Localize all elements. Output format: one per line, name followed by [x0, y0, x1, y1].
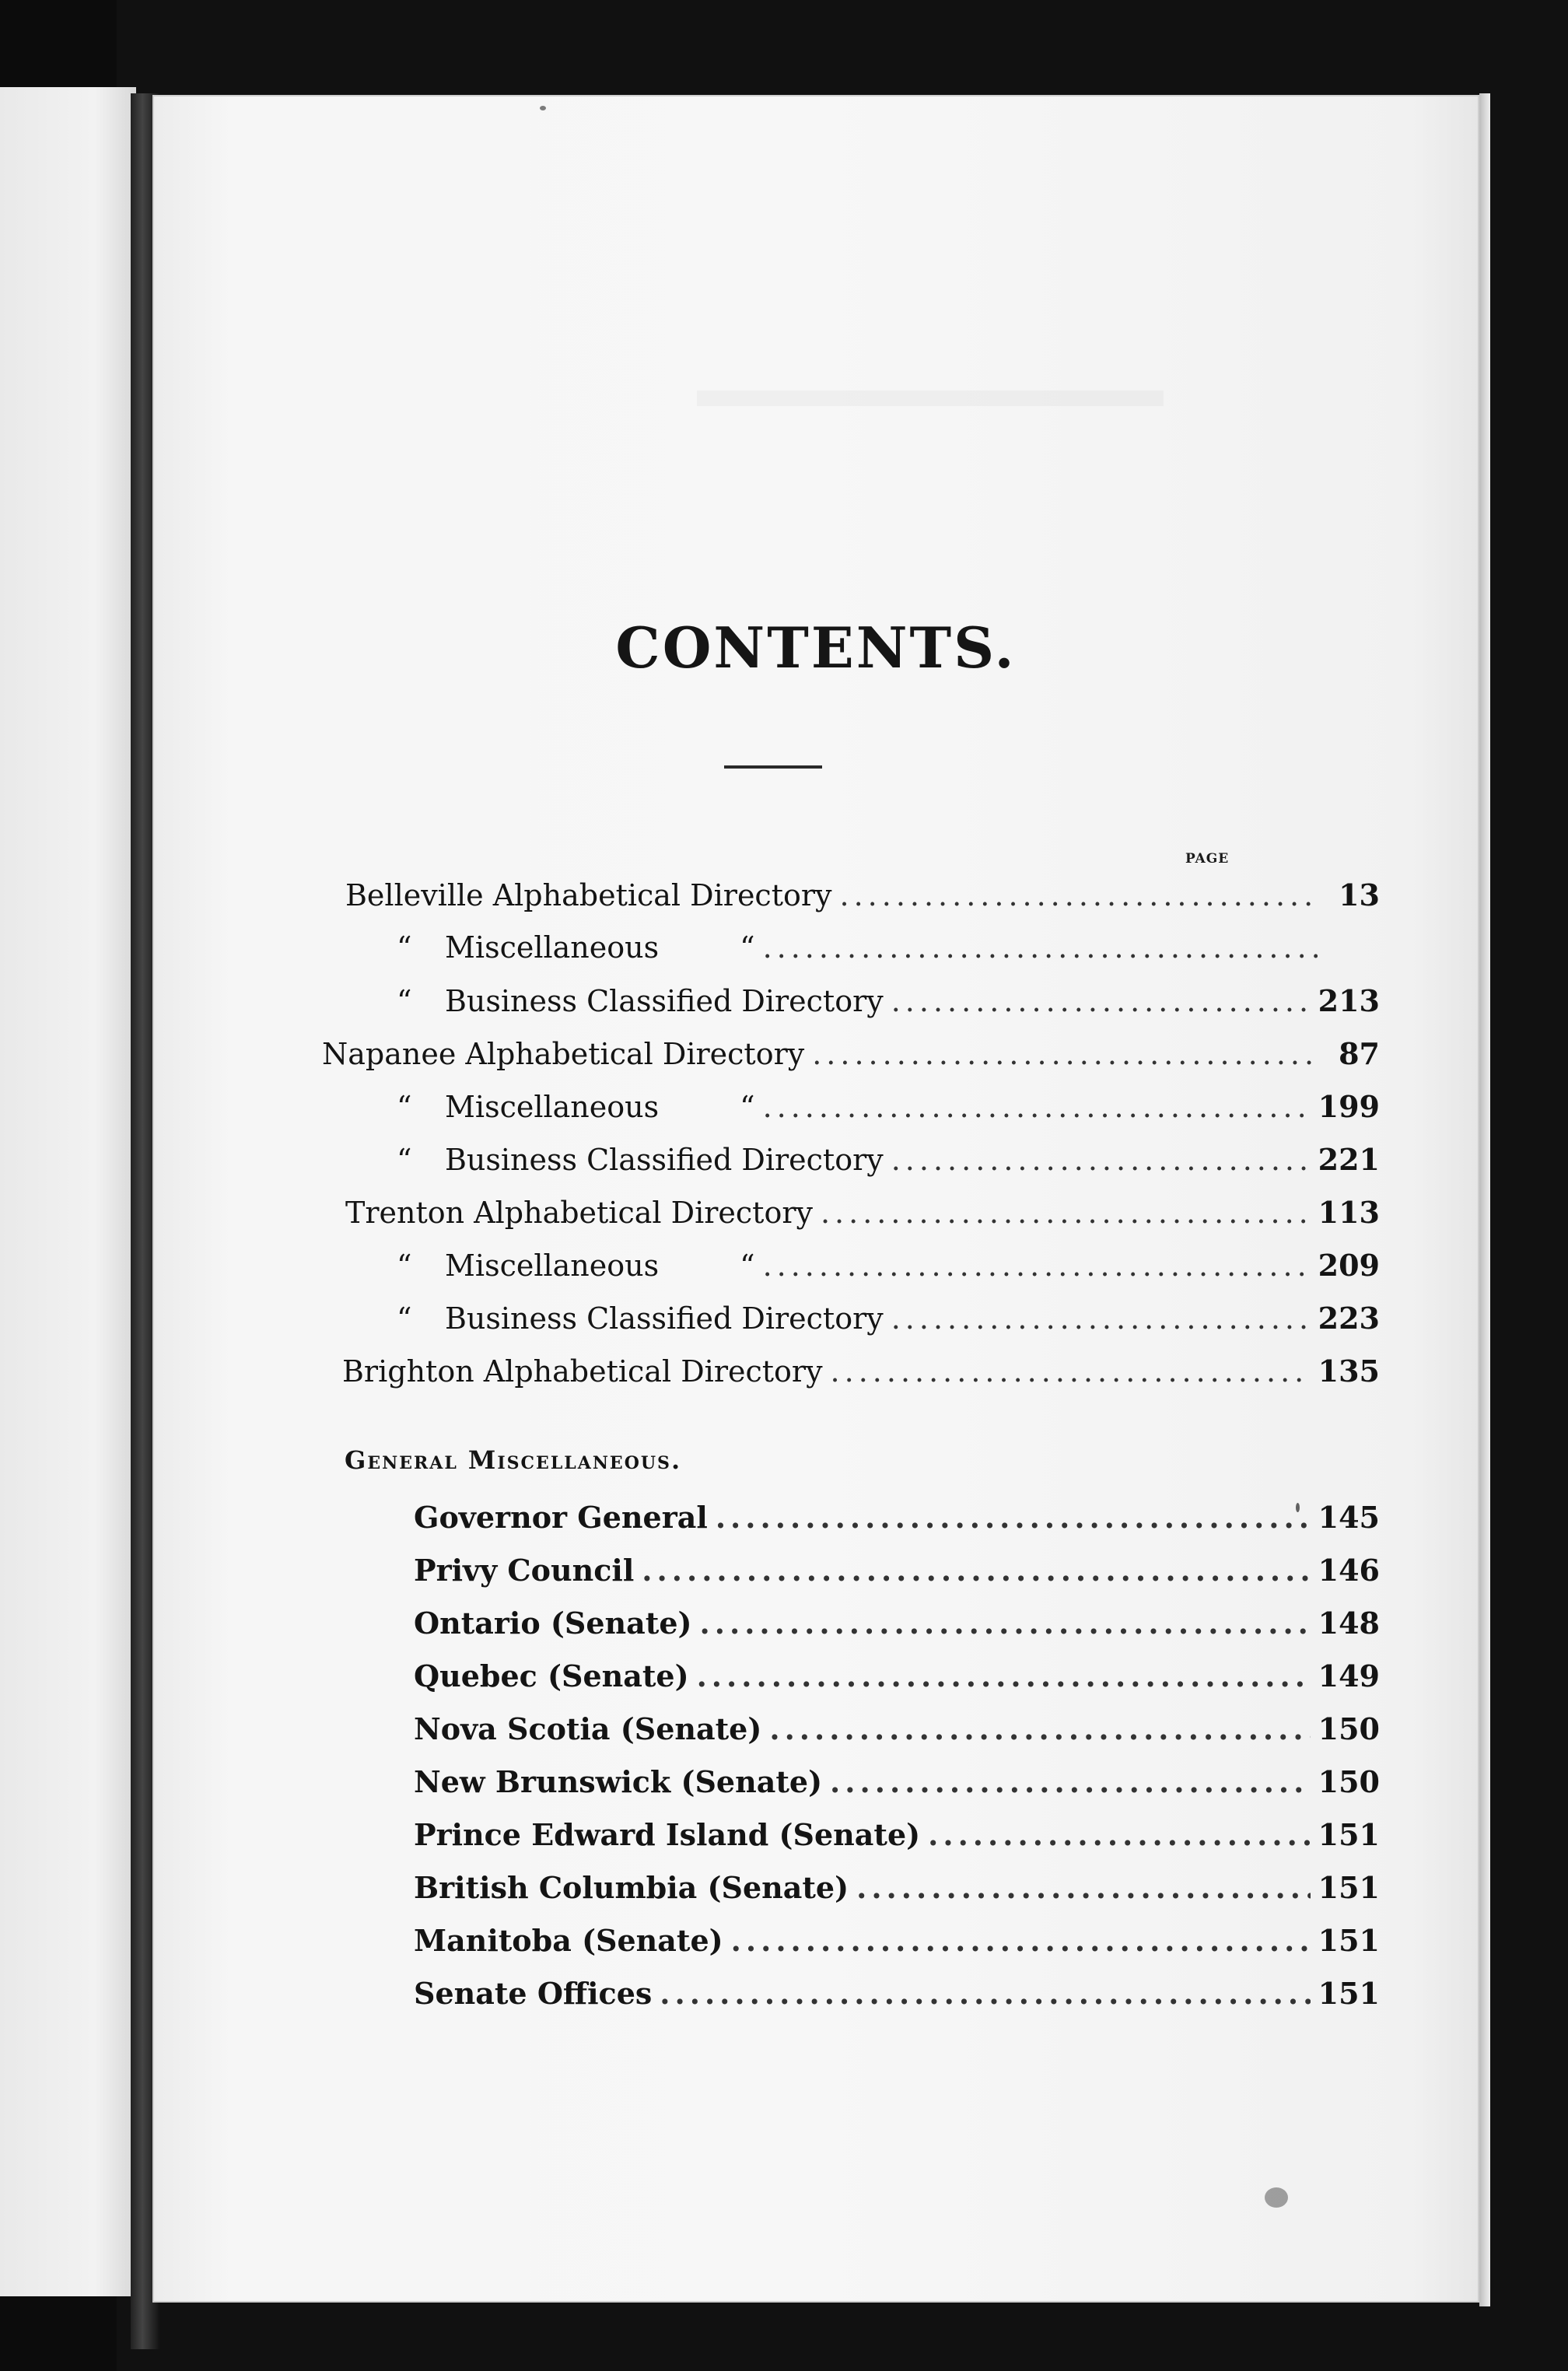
- dot-leader: [642, 1553, 1310, 1588]
- toc-entry-label: Miscellaneous: [445, 930, 660, 965]
- toc-entry-page: 151: [1318, 1870, 1380, 1905]
- page-column-label: PAGE: [1185, 851, 1230, 867]
- page-right-edge: [1479, 93, 1490, 2306]
- toc-entry-page: 209: [1318, 1248, 1380, 1283]
- toc-entry-page: 87: [1339, 1036, 1380, 1071]
- dot-leader: [763, 930, 1318, 965]
- toc-entry[interactable]: [414, 1500, 1380, 1546]
- ditto-mark: “: [397, 1249, 412, 1283]
- dot-leader: [660, 1976, 1310, 2011]
- toc-entry[interactable]: [345, 1142, 1380, 1189]
- dot-leader: [763, 1090, 1311, 1124]
- toc-entry[interactable]: [345, 1089, 1380, 1136]
- toc-entry-page: 223: [1318, 1301, 1380, 1336]
- ditto-mark: “: [397, 1301, 412, 1336]
- toc-entry[interactable]: [414, 1923, 1380, 1970]
- toc-entry[interactable]: [414, 1606, 1380, 1652]
- ditto-mark: “: [397, 1143, 412, 1177]
- toc-entry-label: Miscellaneous: [445, 1090, 660, 1124]
- toc-entry-label: New Brunswick (Senate): [414, 1764, 823, 1799]
- toc-entry[interactable]: [342, 1354, 1380, 1400]
- toc-entry-page: 145: [1318, 1500, 1380, 1535]
- toc-entry[interactable]: [345, 1195, 1380, 1242]
- toc-entry-label: Ontario (Senate): [414, 1606, 692, 1641]
- ditto-mark: “: [397, 930, 412, 965]
- dot-leader: [763, 1249, 1311, 1283]
- toc-entry-label: Business Classified Directory: [445, 1301, 884, 1336]
- toc-entry-label: British Columbia (Senate): [414, 1870, 849, 1905]
- toc-entry[interactable]: [345, 1248, 1380, 1294]
- section-heading: General Miscellaneous.: [345, 1445, 682, 1475]
- contents-page: [152, 95, 1479, 2303]
- toc-entry[interactable]: [414, 1711, 1380, 1758]
- dot-leader: [731, 1923, 1311, 1958]
- ditto-mark: “: [397, 984, 412, 1018]
- dot-leader: [830, 1764, 1311, 1799]
- toc-entry[interactable]: [345, 930, 1380, 977]
- title-rule: [724, 765, 822, 769]
- toc-entry-label: Napanee Alphabetical Directory: [322, 1037, 805, 1071]
- dot-leader: [831, 1354, 1311, 1389]
- dot-leader: [821, 1196, 1311, 1230]
- toc-entry-label: Governor General: [414, 1500, 708, 1535]
- toc-entry-label: Quebec (Senate): [414, 1658, 689, 1693]
- toc-entry-page: 13: [1339, 877, 1380, 912]
- dot-leader: [697, 1658, 1311, 1693]
- toc-entry-label: Brighton Alphabetical Directory: [342, 1354, 823, 1389]
- dot-leader: [716, 1500, 1311, 1535]
- toc-entry-page: 151: [1318, 1817, 1380, 1852]
- toc-entry-label: Trenton Alphabetical Directory: [345, 1196, 813, 1230]
- toc-entry-page: 150: [1318, 1711, 1380, 1746]
- toc-entry[interactable]: [322, 1036, 1380, 1083]
- toc-entry-page: 135: [1318, 1354, 1380, 1389]
- toc-entry-label: Privy Council: [414, 1553, 635, 1588]
- ditto-mark: “: [740, 930, 755, 965]
- ditto-mark: “: [740, 1249, 755, 1283]
- dot-leader: [891, 1301, 1311, 1336]
- toc-entry-label: Business Classified Directory: [445, 1143, 884, 1177]
- toc-entry-label: Prince Edward Island (Senate): [414, 1817, 921, 1852]
- toc-entry-page: 149: [1318, 1658, 1380, 1693]
- page-title: CONTENTS.: [615, 615, 1017, 681]
- toc-entry-page: 148: [1318, 1606, 1380, 1641]
- dot-leader: [840, 878, 1318, 912]
- toc-entry-label: Belleville Alphabetical Directory: [345, 878, 832, 912]
- dot-leader: [700, 1606, 1311, 1641]
- ditto-mark: “: [740, 1090, 755, 1124]
- dot-leader: [812, 1037, 1318, 1071]
- toc-entry[interactable]: [345, 877, 1380, 924]
- toc-entry[interactable]: [414, 1553, 1380, 1599]
- dot-leader: [856, 1870, 1311, 1905]
- toc-entry[interactable]: [345, 983, 1380, 1030]
- dot-leader: [891, 1143, 1311, 1177]
- toc-entry-page: 151: [1318, 1923, 1380, 1958]
- toc-entry[interactable]: [414, 1817, 1380, 1864]
- ditto-mark: “: [397, 1090, 412, 1124]
- toc-entry[interactable]: [414, 1976, 1380, 2023]
- toc-entry-page: 213: [1318, 983, 1380, 1018]
- toc-entry[interactable]: [345, 1301, 1380, 1347]
- dot-leader: [769, 1711, 1310, 1746]
- bleed-through-shadow: [697, 390, 1164, 406]
- toc-entry-label: Manitoba (Senate): [414, 1923, 723, 1958]
- toc-entry-label: Business Classified Directory: [445, 984, 884, 1018]
- dot-leader: [891, 984, 1311, 1018]
- toc-entry-label: Senate Offices: [414, 1976, 653, 2011]
- toc-entry-page: 146: [1318, 1553, 1380, 1588]
- toc-entry[interactable]: [414, 1658, 1380, 1705]
- toc-entry-label: Miscellaneous: [445, 1249, 660, 1283]
- toc-entry-page: 150: [1318, 1764, 1380, 1799]
- toc-entry-page: 199: [1318, 1089, 1380, 1124]
- toc-entry[interactable]: [414, 1870, 1380, 1917]
- facing-page-edge: [0, 87, 136, 2296]
- dot-leader: [928, 1817, 1311, 1852]
- toc-entry[interactable]: [414, 1764, 1380, 1811]
- toc-entry-page: 221: [1318, 1142, 1380, 1177]
- toc-entry-page: 151: [1318, 1976, 1380, 2011]
- toc-entry-label: Nova Scotia (Senate): [414, 1711, 762, 1746]
- toc-entry-page: 113: [1318, 1195, 1380, 1230]
